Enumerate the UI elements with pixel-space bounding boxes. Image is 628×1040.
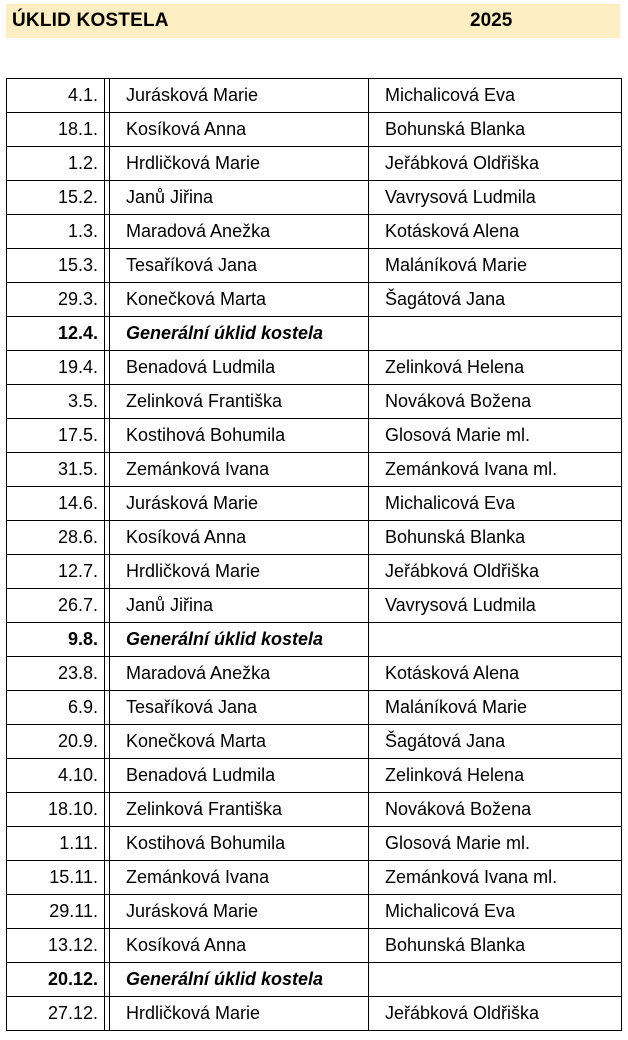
date-cell: 6.9. [7, 691, 105, 725]
second-person-cell [369, 623, 622, 657]
table-row [7, 895, 622, 929]
table-row-special [7, 963, 622, 997]
first-person-cell: Benadová Ludmila [110, 351, 369, 385]
second-person-cell: Bohunská Blanka [369, 521, 622, 555]
first-person-cell: Tesaříková Jana [110, 249, 369, 283]
date-cell: 12.7. [7, 555, 105, 589]
table-row [7, 385, 622, 419]
table-row [7, 487, 622, 521]
date-cell: 23.8. [7, 657, 105, 691]
second-person-cell: Vavrysová Ludmila [369, 181, 622, 215]
table-row [7, 589, 622, 623]
first-person-cell: Kostihová Bohumila [110, 419, 369, 453]
table-row [7, 657, 622, 691]
date-cell: 1.11. [7, 827, 105, 861]
second-person-cell: Zelinková Helena [369, 351, 622, 385]
second-person-cell: Michalicová Eva [369, 487, 622, 521]
schedule-body [7, 79, 622, 1031]
date-cell: 19.4. [7, 351, 105, 385]
table-row [7, 113, 622, 147]
second-person-cell: Šagátová Jana [369, 725, 622, 759]
general-cleaning-cell: Generální úklid kostela [110, 963, 369, 997]
table-row [7, 521, 622, 555]
second-person-cell: Zemánková Ivana ml. [369, 861, 622, 895]
date-cell: 15.11. [7, 861, 105, 895]
second-person-cell: Nováková Božena [369, 793, 622, 827]
second-person-cell: Jeřábková Oldřiška [369, 997, 622, 1031]
second-person-cell [369, 317, 622, 351]
general-cleaning-cell: Generální úklid kostela [110, 623, 369, 657]
second-person-cell: Bohunská Blanka [369, 113, 622, 147]
table-row [7, 147, 622, 181]
first-person-cell: Maradová Anežka [110, 215, 369, 249]
date-cell: 27.12. [7, 997, 105, 1031]
year-label: 2025 [470, 10, 513, 31]
date-cell: 1.3. [7, 215, 105, 249]
table-row-special [7, 317, 622, 351]
date-cell: 31.5. [7, 453, 105, 487]
table-row [7, 929, 622, 963]
table-row [7, 725, 622, 759]
date-cell: 29.11. [7, 895, 105, 929]
first-person-cell: Benadová Ludmila [110, 759, 369, 793]
first-person-cell: Janů Jiřina [110, 589, 369, 623]
date-cell: 28.6. [7, 521, 105, 555]
table-row [7, 215, 622, 249]
first-person-cell: Maradová Anežka [110, 657, 369, 691]
second-person-cell: Jeřábková Oldřiška [369, 147, 622, 181]
second-person-cell: Vavrysová Ludmila [369, 589, 622, 623]
general-cleaning-cell: Generální úklid kostela [110, 317, 369, 351]
date-cell: 12.4. [7, 317, 105, 351]
date-cell: 20.12. [7, 963, 105, 997]
first-person-cell: Zelinková Františka [110, 385, 369, 419]
first-person-cell: Jurásková Marie [110, 895, 369, 929]
table-row [7, 453, 622, 487]
table-row [7, 555, 622, 589]
table-row [7, 759, 622, 793]
date-cell: 4.1. [7, 79, 105, 113]
first-person-cell: Tesaříková Jana [110, 691, 369, 725]
first-person-cell: Kosíková Anna [110, 929, 369, 963]
date-cell: 4.10. [7, 759, 105, 793]
table-row [7, 861, 622, 895]
cleaning-schedule-table [6, 78, 622, 1031]
date-cell: 1.2. [7, 147, 105, 181]
page-title: ÚKLID KOSTELA [12, 10, 169, 31]
table-row [7, 691, 622, 725]
first-person-cell: Jurásková Marie [110, 79, 369, 113]
second-person-cell: Bohunská Blanka [369, 929, 622, 963]
first-person-cell: Hrdličková Marie [110, 555, 369, 589]
date-cell: 9.8. [7, 623, 105, 657]
second-person-cell: Jeřábková Oldřiška [369, 555, 622, 589]
date-cell: 15.2. [7, 181, 105, 215]
date-cell: 26.7. [7, 589, 105, 623]
date-cell: 3.5. [7, 385, 105, 419]
first-person-cell: Hrdličková Marie [110, 997, 369, 1031]
date-cell: 17.5. [7, 419, 105, 453]
second-person-cell: Zemánková Ivana ml. [369, 453, 622, 487]
second-person-cell: Šagátová Jana [369, 283, 622, 317]
table-row [7, 793, 622, 827]
table-row [7, 997, 622, 1031]
second-person-cell: Glosová Marie ml. [369, 419, 622, 453]
table-row [7, 283, 622, 317]
first-person-cell: Konečková Marta [110, 283, 369, 317]
table-row-special [7, 623, 622, 657]
first-person-cell: Kosíková Anna [110, 521, 369, 555]
first-person-cell: Hrdličková Marie [110, 147, 369, 181]
table-row [7, 827, 622, 861]
first-person-cell: Jurásková Marie [110, 487, 369, 521]
second-person-cell: Kotásková Alena [369, 657, 622, 691]
table-row [7, 351, 622, 385]
table-row [7, 79, 622, 113]
first-person-cell: Janů Jiřina [110, 181, 369, 215]
first-person-cell: Zemánková Ivana [110, 861, 369, 895]
date-cell: 20.9. [7, 725, 105, 759]
header-bar [6, 4, 620, 38]
table-row [7, 419, 622, 453]
first-person-cell: Zelinková Františka [110, 793, 369, 827]
date-cell: 15.3. [7, 249, 105, 283]
table-row [7, 181, 622, 215]
date-cell: 13.12. [7, 929, 105, 963]
second-person-cell: Nováková Božena [369, 385, 622, 419]
first-person-cell: Kosíková Anna [110, 113, 369, 147]
second-person-cell: Zelinková Helena [369, 759, 622, 793]
date-cell: 18.1. [7, 113, 105, 147]
date-cell: 29.3. [7, 283, 105, 317]
table-row [7, 249, 622, 283]
second-person-cell: Michalicová Eva [369, 895, 622, 929]
date-cell: 18.10. [7, 793, 105, 827]
second-person-cell: Maláníková Marie [369, 691, 622, 725]
first-person-cell: Kostihová Bohumila [110, 827, 369, 861]
second-person-cell: Michalicová Eva [369, 79, 622, 113]
second-person-cell: Glosová Marie ml. [369, 827, 622, 861]
first-person-cell: Konečková Marta [110, 725, 369, 759]
date-cell: 14.6. [7, 487, 105, 521]
second-person-cell [369, 963, 622, 997]
second-person-cell: Kotásková Alena [369, 215, 622, 249]
second-person-cell: Maláníková Marie [369, 249, 622, 283]
first-person-cell: Zemánková Ivana [110, 453, 369, 487]
